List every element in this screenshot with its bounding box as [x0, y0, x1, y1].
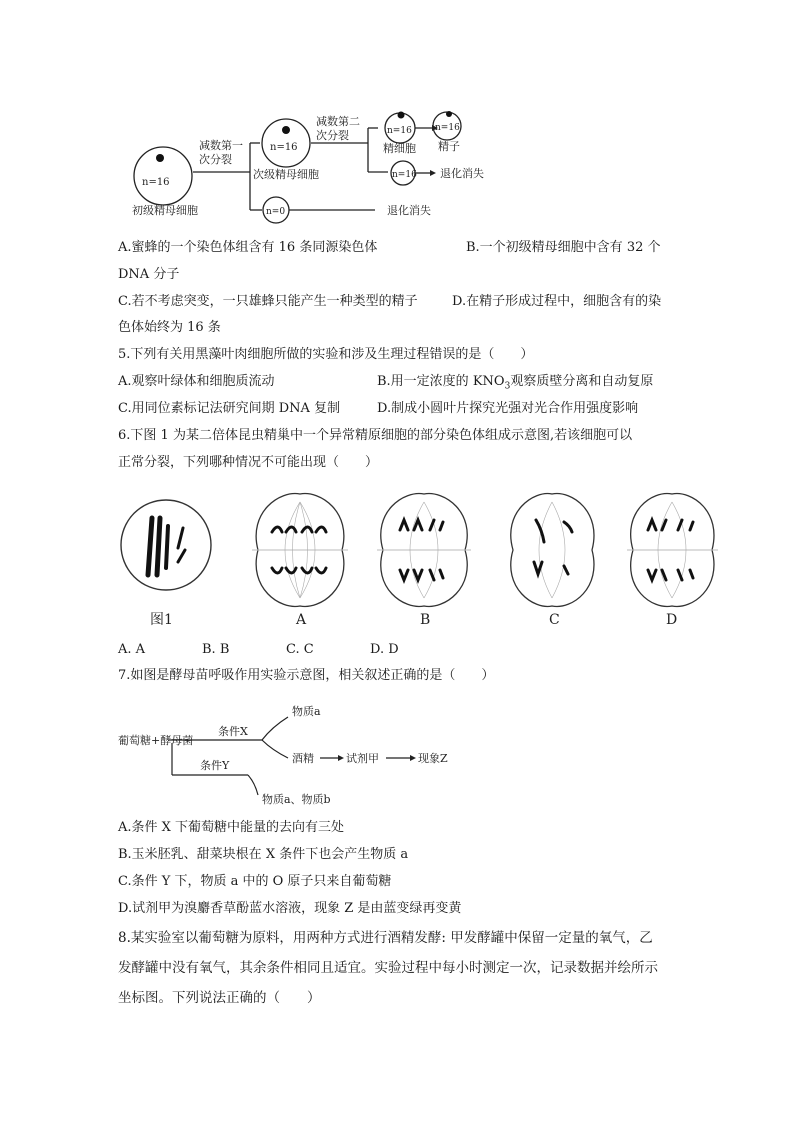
respiration-figure	[0, 695, 794, 815]
secondary-cell-label: 次级精母细胞	[253, 168, 319, 181]
q5-option-a: A.观察叶绿体和细胞质流动	[118, 374, 275, 389]
q6-stem-line2: 正常分裂，下列哪种情况不可能出现（ ）	[118, 455, 379, 470]
q7-option-b: B.玉米胚乳、甜菜块根在 X 条件下也会产生物质 a	[118, 847, 409, 862]
phenomenon-label: 现象Z	[418, 752, 448, 765]
respiration-source-label: 葡萄糖+酵母菌	[118, 734, 194, 747]
cell-d	[627, 494, 718, 607]
primary-cell-label: 初级精母细胞	[132, 204, 198, 217]
q5-option-b: B.用一定浓度的 $KNO_3$观察质壁分离和自动复原	[377, 374, 654, 392]
alcohol-label: 酒精	[292, 752, 314, 765]
q7-option-c: C.条件 Y 下，物质 a 中的 O 原子只来自葡萄糖	[118, 874, 392, 889]
degenerate-label-2: 退化消失	[440, 167, 484, 180]
degenerate-label-1: 退化消失	[387, 204, 431, 217]
condition-y-label: 条件Y	[200, 759, 230, 772]
primary-n-text: n=16	[142, 177, 170, 188]
q6-option-c: C. C	[286, 642, 314, 657]
degen-n-text: n=16	[392, 170, 417, 180]
meiosis2-label-line1: 减数第二	[316, 115, 360, 128]
spermatid-label: 精细胞	[383, 142, 416, 155]
figure1-cell	[121, 500, 211, 590]
q4-option-a: A.蜜蜂的一个染色体组含有 16 条同源染色体	[118, 240, 378, 255]
products-label: 物质a、物质b	[262, 793, 331, 806]
substance-a-label: 物质a	[292, 705, 321, 718]
meiosis1-label-line2: 次分裂	[199, 153, 232, 166]
cell-a	[252, 494, 348, 607]
spermatid-n-text: n=16	[387, 126, 412, 136]
cell-d-label: D	[666, 612, 678, 628]
q4-option-d-line2: 色体始终为 16 条	[118, 320, 221, 335]
zero-n-text: n=0	[266, 207, 286, 217]
reagent-label: 试剂甲	[346, 752, 379, 765]
q6-option-d: D. D	[370, 642, 399, 657]
condition-x-label: 条件X	[218, 725, 248, 738]
cell-b	[377, 494, 471, 607]
figure1-caption: 图1	[150, 612, 173, 628]
q8-stem-line2: 发酵罐中没有氧气，其余条件相同且适宜。实验过程中每小时测定一次，记录数据并绘所示	[118, 960, 658, 976]
meiosis1-label-line1: 减数第一	[199, 139, 243, 152]
sperm-label: 精子	[438, 140, 460, 153]
q4-option-d-line1: D.在精子形成过程中，细胞含有的染	[452, 294, 662, 309]
cell-b-label: B	[420, 612, 431, 628]
q8-stem-line3: 坐标图。下列说法正确的（ ）	[118, 990, 321, 1006]
q7-option-a: A.条件 X 下葡萄糖中能量的去向有三处	[118, 820, 345, 835]
q4-option-b-line2: DNA 分子	[118, 267, 180, 282]
q5-option-c: C.用同位素标记法研究间期 DNA 复制	[118, 401, 341, 416]
cell-c	[511, 494, 594, 607]
q7-option-d: D.试剂甲为溴麝香草酚蓝水溶液，现象 Z 是由蓝变绿再变黄	[118, 901, 462, 916]
q6-option-a: A. A	[118, 642, 146, 657]
q6-option-b: B. B	[202, 642, 230, 657]
cell-c-label: C	[549, 612, 560, 628]
q4-option-b-line1: B.一个初级精母细胞中含有 32 个	[466, 240, 661, 255]
meiosis2-label-line2: 次分裂	[316, 129, 349, 142]
q5-stem: 5.下列有关用黑藻叶肉细胞所做的实验和涉及生理过程错误的是（ ）	[118, 347, 534, 362]
q8-stem-line1: 8.某实验室以葡萄糖为原料，用两种方式进行酒精发酵: 甲发酵罐中保留一定量的氧气，乙	[118, 930, 653, 946]
q7-stem: 7.如图是酵母苗呼吸作用实验示意图，相关叙述正确的是（ ）	[118, 668, 495, 683]
q6-stem-line1: 6.下图 1 为某二倍体昆虫精巢中一个异常精原细胞的部分染色体组成示意图,若该细胞可以	[118, 428, 633, 443]
secondary-n-text: n=16	[270, 142, 298, 153]
q5-option-d: D.制成小圆叶片探究光强对光合作用强度影响	[377, 401, 639, 416]
cell-division-figure	[0, 480, 794, 640]
spermatogenesis-figure	[0, 0, 794, 240]
cell-a-label: A	[296, 612, 307, 628]
sperm-n-text: n=16	[435, 123, 460, 133]
q4-option-c: C.若不考虑突变，一只雄蜂只能产生一种类型的精子	[118, 294, 418, 309]
